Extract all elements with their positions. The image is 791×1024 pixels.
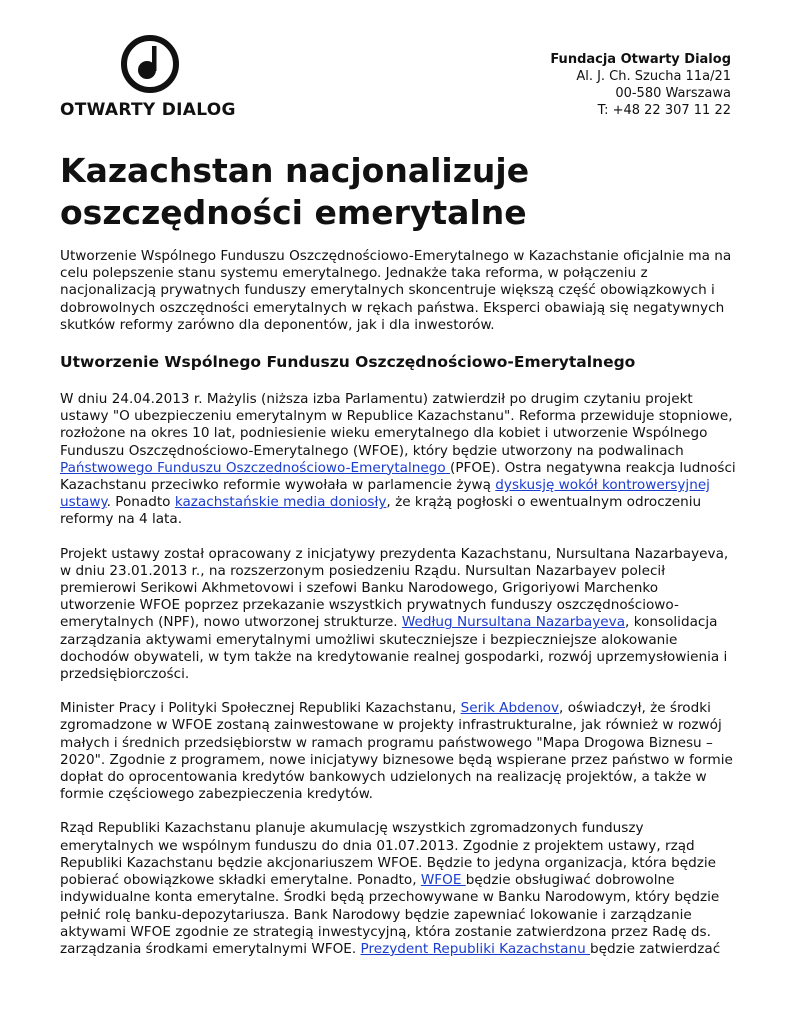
paragraph-1 bbox=[60, 391, 736, 529]
address-street: Al. J. Ch. Szucha 11a/21 bbox=[576, 69, 731, 84]
paragraph-text: (PFOE). Ostra negatywna reakcja ludności Kazachstanu przeciwko reformie wywołała w parlamencie żywą bbox=[60, 459, 736, 494]
intro-paragraph: Utworzenie Wspólnego Funduszu Oszczędnościowo-Emerytalnego w Kazachstanie oficjalnie ma na celu polepszenie stanu systemu emerytalnego. Jednakże taka reforma, w połączeniu z nacjonalizacją prywatnych funduszy emerytalnych skoncentruje większą część obowiązkowych i dobrowolnych oszczędności emerytalnych w rękach państwa. Eksperci obawiają się negatywnych skutków reformy zarówno dla deponentów, jak i dla inwestorów. bbox=[60, 248, 732, 333]
logo-text: OTWARTY DIALOG bbox=[60, 100, 236, 120]
address-city: 00-580 Warszawa bbox=[615, 86, 731, 101]
paragraph-text: , oświadczył, że środki zgromadzone w WFOE zostaną zainwestowane w projekty infrastrukturalne, jak również w rozwój małych i średnich przedsiębiorstw w ramach programu państwowego "Mapa Drogowa Biznesu – 2020". Zgodnie z programem, nowe inicjatywy biznesowe będą wspierane przez państwo w formie dopłat do oprocentowania kredytów bankowych udzielonych na realizację projektów, a także w formie częściowego zabezpieczenia kredytów. bbox=[60, 700, 733, 803]
paragraph-text: , że krążą pogłoski o ewentualnym odroczeniu reformy na 4 lata. bbox=[60, 494, 702, 528]
paragraph-text: . Ponadto bbox=[106, 494, 175, 511]
organization-address bbox=[550, 51, 731, 119]
phone-number: T: +48 22 307 11 22 bbox=[597, 103, 731, 118]
paragraph-text: Projekt ustawy został opracowany z inicjatywy prezydenta Kazachstanu, Nursultana Nazarbayeva, w dniu 23.01.2013 r., na rozszerzonym posiedzeniu Rządu. Nursultan Nazarbayev polecił premierowi Serikowi Akhmetovowi i szefowi Banku Narodowego, Grigoriyowi Marchenko utworzenie WFOE poprzez przekazanie wszystkich prywatnych funduszy oszczędnościowo-emerytalnych (NPF), nowo utworzonej strukturze. bbox=[60, 545, 729, 631]
org-name: Fundacja Otwarty Dialog bbox=[550, 52, 731, 67]
paragraph-text: Minister Pracy i Polityki Społecznej Republiki Kazachstanu, bbox=[60, 700, 461, 717]
pfoe-link[interactable]: Państwowego Funduszu Oszczednościowo-Emerytalnego bbox=[60, 459, 451, 476]
paragraph-text: będzie obsługiwać dobrowolne indywidualne konta emerytalne. Środki będą przechowywane w Banku Narodowym, który będzie pełnić rolę banku-depozytariusza. Bank Narodowy będzie zapewniać lokowanie i zarządzanie aktywami WFOE zgodnie ze strategią inwestycyjną, która zostanie zatwierdzona przez Radę ds. zarządzania środkami emerytalnymi WFOE. bbox=[60, 872, 720, 957]
article-body bbox=[60, 248, 736, 975]
logo bbox=[60, 34, 245, 120]
otwarty-dialog-logo-icon bbox=[120, 34, 180, 94]
paragraph-4 bbox=[60, 820, 736, 958]
wfoe-link[interactable]: WFOE bbox=[420, 872, 466, 889]
nazarbayev-link[interactable]: Według Nursultana Nazarbayeva bbox=[401, 614, 626, 631]
section-heading: Utworzenie Wspólnego Funduszu Oszczędnościowo-Emerytalnego bbox=[60, 353, 636, 372]
media-link[interactable]: kazachstańskie media doniosły bbox=[174, 494, 387, 511]
paragraph-text: będzie zatwierdzać bbox=[590, 940, 721, 957]
abdenov-link[interactable]: Serik Abdenov bbox=[460, 700, 560, 717]
paragraph-text: W dniu 24.04.2013 r. Mażylis (niższa izba Parlamentu) zatwierdził po drugim czytaniu projekt ustawy "O ubezpieczeniu emerytalnym w Republice Kazachstanu". Reforma przewiduje stopniowe, rozłożone na okres 10 lat, podniesienie wieku emerytalnego dla kobiet i utworzenie Wspólnego Funduszu Oszczędnościowo-Emerytalnego (WFOE), który będzie utworzony na podwalinach bbox=[60, 391, 733, 459]
paragraph-text: , konsolidacja zarządzania aktywami emerytalnymi umożliwi skuteczniejsze i bezpieczniejsze alokowanie dochodów obywateli, w tym także na kredytowanie realnej gospodarki, rozwój uprzemysłowienia i przedsiębiorczości. bbox=[60, 614, 728, 683]
paragraph-2 bbox=[60, 546, 736, 684]
paragraph-3 bbox=[60, 700, 736, 803]
president-link[interactable]: Prezydent Republiki Kazachstanu bbox=[360, 940, 591, 957]
paragraph-text: Rząd Republiki Kazachstanu planuje akumulację wszystkich zgromadzonych funduszy emerytalnych we wspólnym funduszu do dnia 01.07.2013. Zgodnie z projektem ustawy, rząd Republiki Kazachstanu będzie akcjonariuszem WFOE. Będzie to jedyna organizacja, która będzie pobierać obowiązkowe składki emerytalne. Ponadto, bbox=[60, 820, 717, 889]
discussion-link[interactable]: dyskusję wokół kontrowersyjnej ustawy bbox=[60, 477, 710, 511]
page-title: Kazachstan nacjonalizuje oszczędności emerytalne bbox=[60, 151, 530, 232]
